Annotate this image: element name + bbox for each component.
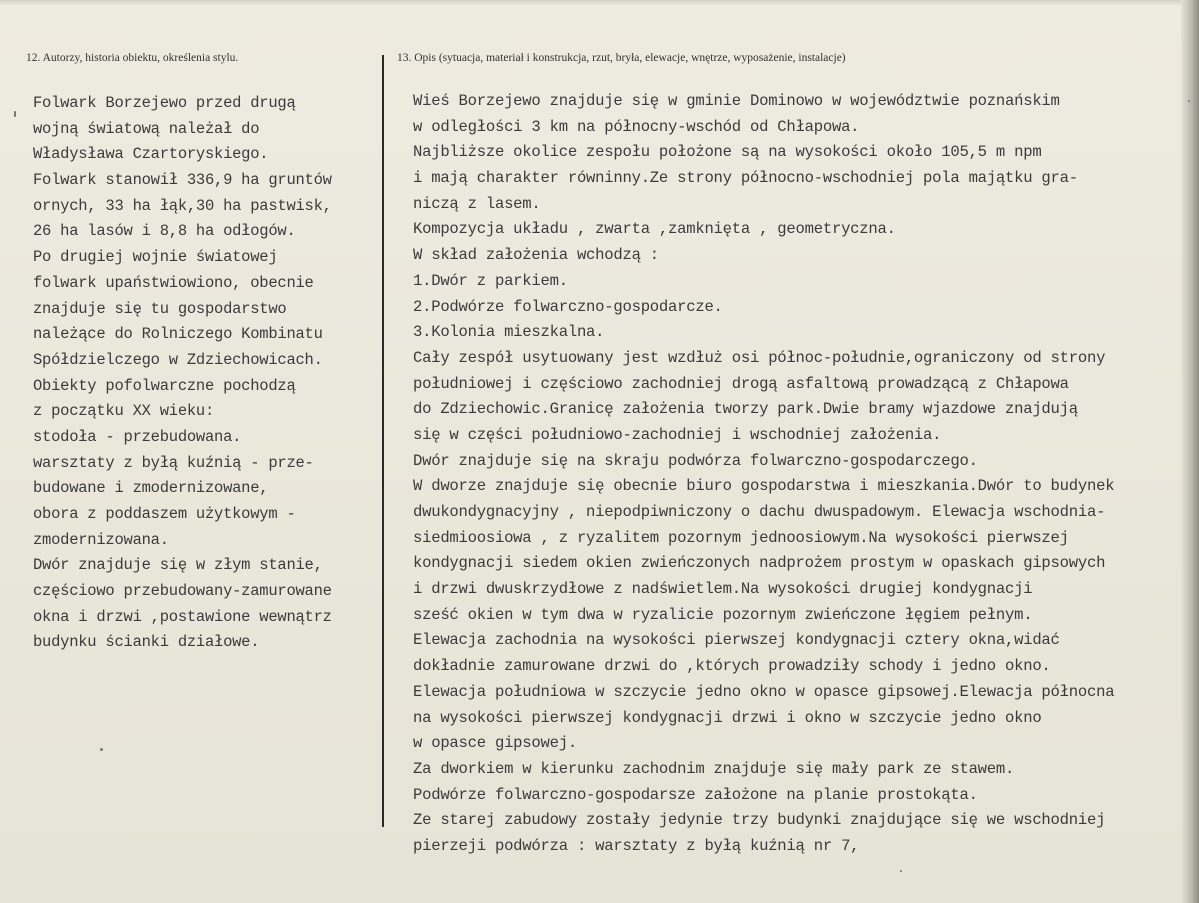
history-text-line: Obiekty pofolwarczne pochodzą bbox=[33, 376, 296, 395]
history-text-line: warsztaty z byłą kuźnią - prze- bbox=[33, 453, 314, 472]
history-text-line: stodoła - przebudowana. bbox=[33, 427, 242, 446]
description-text-line: Podwórze folwarczno-gospodarsze założone na planie prostokąta. bbox=[413, 785, 978, 804]
page-right-edge bbox=[1181, 0, 1199, 903]
description-text-column bbox=[413, 89, 1114, 860]
history-text-line: budynku ścianki działowe. bbox=[33, 633, 260, 652]
description-text-line: do Zdziechowic.Granicę założenia tworzy park.Dwie bramy wjazdowe znajdują bbox=[413, 400, 1078, 419]
history-text-line: Dwór znajduje się w złym stanie, bbox=[33, 556, 323, 575]
paper-speck bbox=[1188, 100, 1190, 102]
description-text-line: Kompozycja układu , zwarta ,zamknięta , geometryczna. bbox=[413, 220, 896, 239]
description-text-line: Ze starej zabudowy zostały jedynie trzy budynki znajdujące się we wschodniej bbox=[413, 811, 1106, 830]
description-text-line: Elewacja południowa w szczycie jedno okno w opasce gipsowej.Elewacja północna bbox=[413, 682, 1115, 701]
history-text-line: znajduje się tu gospodarstwo bbox=[33, 299, 287, 318]
history-text-line: okna i drzwi ,postawione wewnątrz bbox=[33, 607, 332, 626]
description-text-line: na wysokości pierwszej kondygnacji drzwi i okno w szczycie jedno okno bbox=[413, 708, 1042, 727]
description-text-line: Elewacja zachodnia na wysokości pierwszej kondygnacji cztery okna,widać bbox=[413, 631, 1060, 650]
description-text-line: się w części południowo-zachodniej i wschodniej założenia. bbox=[413, 425, 942, 444]
description-text-line: 3.Kolonia mieszkalna. bbox=[413, 323, 605, 342]
history-text-line: zmodernizowana. bbox=[33, 530, 169, 549]
description-text-line: Dwór znajduje się na skraju podwórza folwarczno-gospodarczego. bbox=[413, 451, 978, 470]
history-text-line: 26 ha lasów i 8,8 ha odłogów. bbox=[33, 222, 296, 241]
description-text-line: Najbliższe okolice zespołu położone są na wysokości około 105,5 m npm bbox=[413, 143, 1042, 162]
history-text-line: budowane i zmodernizowane, bbox=[33, 479, 269, 498]
description-text-line: Za dworkiem w kierunku zachodnim znajduje się mały park ze stawem. bbox=[413, 759, 1015, 778]
history-text-line: obora z poddaszem użytkowym - bbox=[33, 505, 296, 523]
history-text-line: częściowo przebudowany-zamurowane bbox=[33, 582, 332, 601]
history-text-line: Folwark stanowił 336,9 ha gruntów bbox=[33, 171, 332, 190]
description-text-line: w opasce gipsowej. bbox=[413, 734, 577, 753]
paper-speck bbox=[100, 748, 103, 751]
paper-speck bbox=[900, 870, 902, 872]
history-text-line: należące do Rolniczego Kombinatu bbox=[33, 325, 323, 344]
description-text-line: i mają charakter równinny.Ze strony północno-wschodniej pola majątku gra- bbox=[413, 169, 1078, 188]
history-text-line: ornych, 33 ha łąk,30 ha pastwisk, bbox=[33, 196, 332, 215]
description-text-line: w odległości 3 km na północny-wschód od Chłapowa. bbox=[413, 117, 860, 136]
description-text-line: południowej i częściowo zachodniej drogą asfaltową prowadzącą z Chłapowa bbox=[413, 374, 1069, 393]
description-text-line: siedmioosiowa , z ryzalitem pozornym jednoosiowym.Na wysokości pierwszej bbox=[413, 528, 1069, 547]
description-text-line: W skład założenia wchodzą : bbox=[413, 246, 659, 265]
section-13-header: 13. Opis (sytuacja, materiał i konstrukcja, rzut, bryła, elewacje, wnętrze, wyposażenie, instalacje) bbox=[397, 52, 846, 64]
description-text-line: 1.Dwór z parkiem. bbox=[413, 271, 568, 290]
description-text-line: 2.Podwórze folwarczno-gospodarcze. bbox=[413, 297, 723, 316]
history-text-line: Folwark Borzejewo przed drugą bbox=[33, 94, 296, 112]
history-text-column bbox=[33, 91, 332, 656]
page-top-edge bbox=[0, 0, 1199, 6]
history-text-line: folwark upaństwiowiono, obecnie bbox=[33, 273, 314, 292]
history-text-line: Po drugiej wojnie światowej bbox=[33, 248, 278, 267]
description-text-line: dwukondygnacyjny , niepodpiwniczony o dachu dwuspadowym. Elewacja wschodnia- bbox=[413, 503, 1106, 521]
description-text-line: pierzeji podwórza : warsztaty z byłą kuźnią nr 7, bbox=[413, 836, 860, 855]
description-text-line: Wieś Borzejewo znajduje się w gminie Dominowo w województwie poznańskim bbox=[413, 92, 1060, 110]
column-divider bbox=[382, 55, 384, 827]
description-text-line: niczą z lasem. bbox=[413, 194, 541, 213]
description-text-line: kondygnacji siedem okien zwieńczonych nadprożem prostym w opaskach gipsowych bbox=[413, 554, 1106, 573]
history-text-line: Spółdzielczego w Zdziechowicach. bbox=[33, 350, 323, 369]
description-text-line: Cały zespół usytuowany jest wzdłuż osi północ-południe,ograniczony od strony bbox=[413, 348, 1106, 367]
history-text-line: z początku XX wieku: bbox=[33, 402, 215, 421]
history-text-line: Władysława Czartoryskiego. bbox=[33, 145, 269, 164]
description-text-line: i drzwi dwuskrzydłowe z nadświetlem.Na wysokości drugiej kondygnacji bbox=[413, 580, 1033, 599]
history-text-line: wojną światową należał do bbox=[33, 119, 260, 138]
description-text-line: dokładnie zamurowane drzwi do ,których prowadziły schody i jedno okno. bbox=[413, 657, 1051, 676]
description-text-line: sześć okien w tym dwa w ryzalicie pozornym zwieńczone łęgiem pełnym. bbox=[413, 605, 1033, 624]
paper-speck bbox=[14, 111, 16, 117]
description-text-line: W dworze znajduje się obecnie biuro gospodarstwa i mieszkania.Dwór to budynek bbox=[413, 477, 1115, 496]
section-12-header: 12. Autorzy, historia obiektu, określenia stylu. bbox=[26, 52, 239, 64]
